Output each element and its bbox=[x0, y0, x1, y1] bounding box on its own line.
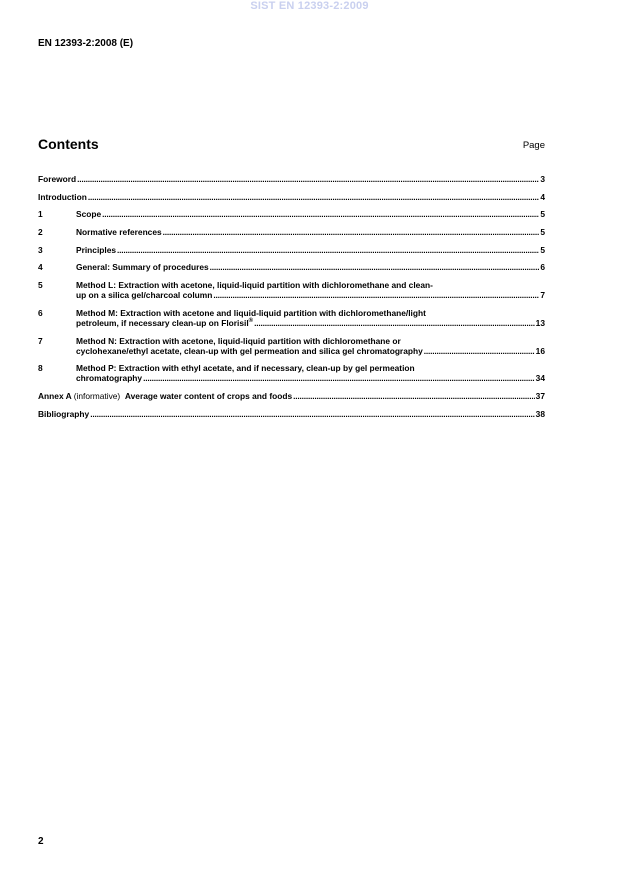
page-number: 2 bbox=[38, 836, 44, 847]
dot-leader bbox=[424, 346, 535, 356]
toc-entry-general-summary[interactable] bbox=[38, 262, 545, 272]
dot-leader bbox=[210, 262, 540, 272]
dot-leader bbox=[88, 192, 539, 202]
toc-entry-normative-references[interactable] bbox=[38, 227, 545, 237]
toc-entry-method-n[interactable] bbox=[38, 336, 545, 356]
toc-entry-foreword[interactable] bbox=[38, 174, 545, 184]
toc-entry-title: Principles bbox=[76, 244, 117, 255]
toc-entry-page: 7 bbox=[540, 290, 545, 301]
document-id: EN 12393-2:2008 (E) bbox=[38, 38, 134, 49]
watermark: SIST EN 12393-2:2009 bbox=[250, 0, 369, 12]
toc-entry-title: Scope bbox=[76, 209, 102, 220]
toc-entry-method-p[interactable] bbox=[38, 363, 545, 383]
toc-entry-number: 4 bbox=[38, 262, 43, 273]
toc-entry-page: 5 bbox=[540, 244, 545, 255]
toc-entry-number: 5 bbox=[38, 280, 43, 291]
dot-leader bbox=[90, 409, 534, 419]
toc-entry-page: 37 bbox=[535, 390, 545, 401]
toc-entry-title-line1: Method N: Extraction with acetone, liquid-liquid partition with dichloromethane or bbox=[76, 335, 401, 346]
annex-type: (informative) bbox=[73, 390, 121, 401]
dot-leader bbox=[213, 290, 539, 300]
toc-entry-title-line1: Method L: Extraction with acetone, liquid-liquid partition with dichloromethane and clean- bbox=[76, 280, 433, 291]
toc-entry-number: 6 bbox=[38, 307, 43, 318]
dot-leader bbox=[77, 174, 539, 184]
contents-title: Contents bbox=[38, 136, 99, 152]
toc-entry-number: 2 bbox=[38, 227, 43, 238]
toc-entry-scope[interactable] bbox=[38, 209, 545, 219]
toc-entry-page: 4 bbox=[540, 191, 545, 202]
toc-entry-title: Bibliography bbox=[38, 408, 90, 419]
dot-leader bbox=[254, 318, 535, 328]
dot-leader bbox=[293, 391, 535, 401]
toc-entry-page: 5 bbox=[540, 209, 545, 220]
toc-entry-number: 8 bbox=[38, 363, 43, 374]
toc-entry-page: 38 bbox=[535, 408, 545, 419]
annex-label: Annex A bbox=[38, 390, 72, 401]
toc-entry-page: 5 bbox=[540, 227, 545, 238]
toc-entry-title: Normative references bbox=[76, 227, 162, 238]
toc-entry-page: 13 bbox=[535, 317, 545, 328]
toc-entry-title-line2: cyclohexane/ethyl acetate, clean-up with gel permeation and silica gel chromatography bbox=[76, 345, 423, 356]
dot-leader bbox=[163, 227, 540, 237]
toc-entry-page: 34 bbox=[535, 373, 545, 384]
toc-entry-page: 3 bbox=[540, 174, 545, 184]
toc-entry-method-m[interactable] bbox=[38, 308, 545, 328]
toc-entry-page: 16 bbox=[535, 345, 545, 356]
toc-entry-bibliography[interactable] bbox=[38, 409, 545, 419]
registered-trademark-mark: ® bbox=[248, 317, 254, 324]
toc-entry-title-line2: petroleum, if necessary clean-up on Florisil bbox=[76, 317, 249, 328]
dot-leader bbox=[117, 245, 539, 255]
dot-leader bbox=[102, 209, 539, 219]
toc-entry-title: Foreword bbox=[38, 174, 77, 184]
toc-entry-principles[interactable] bbox=[38, 245, 545, 255]
toc-entry-title-line1: Method P: Extraction with ethyl acetate, and if necessary, clean-up by gel permeation bbox=[76, 363, 415, 374]
toc-entry-page: 6 bbox=[540, 262, 545, 273]
toc-entry-annex-a[interactable] bbox=[38, 391, 545, 401]
dot-leader bbox=[143, 373, 535, 383]
toc-entry-title: Introduction bbox=[38, 191, 87, 202]
toc-entry-title-line2: up on a silica gel/charcoal column bbox=[76, 290, 213, 301]
table-of-contents bbox=[38, 174, 545, 426]
toc-entry-introduction[interactable] bbox=[38, 192, 545, 202]
toc-entry-title: Average water content of crops and foods bbox=[124, 390, 293, 401]
toc-entry-number: 7 bbox=[38, 335, 43, 346]
page-column-label: Page bbox=[522, 140, 545, 151]
toc-entry-title: General: Summary of procedures bbox=[76, 262, 209, 273]
toc-entry-method-l[interactable] bbox=[38, 280, 545, 300]
toc-entry-title-line2: chromatography bbox=[76, 373, 143, 384]
toc-entry-title-line1: Method M: Extraction with acetone and liquid-liquid partition with dichloromethane/light bbox=[76, 307, 426, 318]
toc-entry-number: 3 bbox=[38, 244, 43, 255]
toc-entry-number: 1 bbox=[38, 209, 43, 220]
